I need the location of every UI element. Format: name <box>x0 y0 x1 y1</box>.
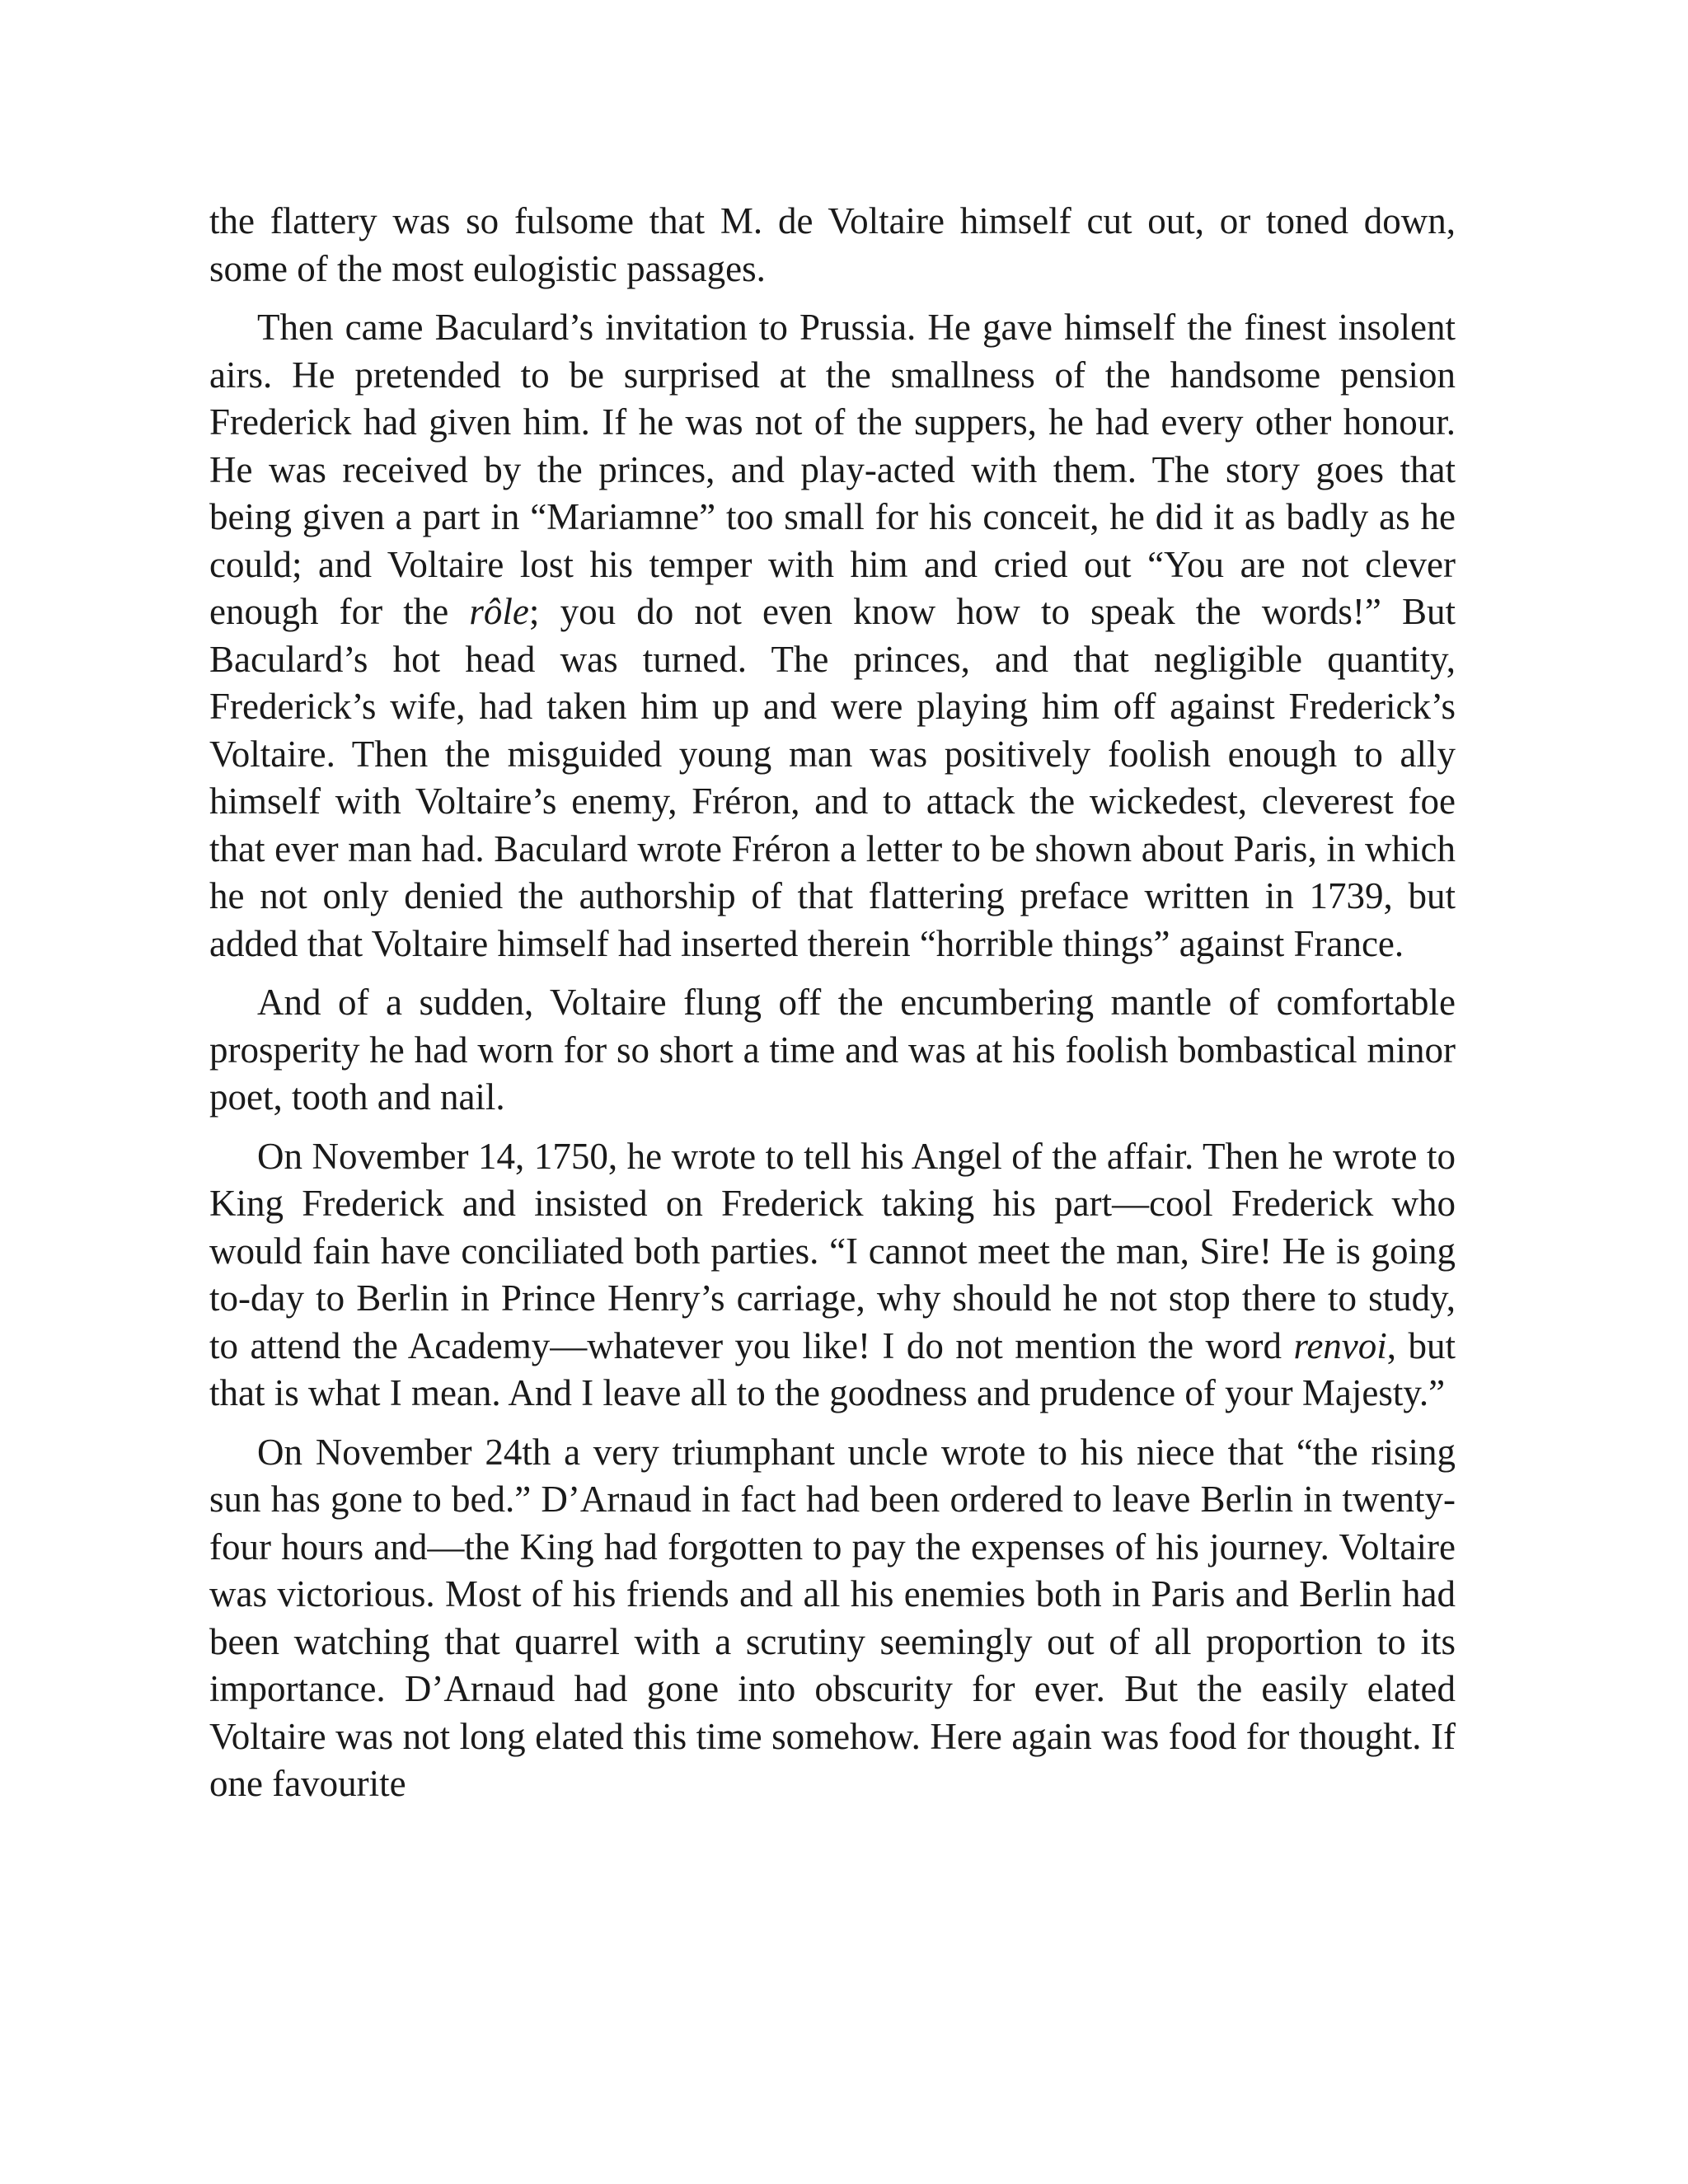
paragraph-text: And of a sudden, Voltaire flung off the encumbering mantle of comfortable prosperity he had worn for so short a time and was at his foolish bombastical minor poet, tooth and nail. <box>209 982 1456 1118</box>
italic-term: rôle <box>469 591 529 632</box>
page-body <box>209 198 1456 1808</box>
paragraph-text: On November 14, 1750, he wrote to tell his Angel of the affair. Then he wrote to King Frederick and insisted on Frederick taking his part—cool Frederick who would fain have conciliated both parties. “I cannot meet the man, Sire! He is going to-day to Berlin in Prince Henry’s carriage, why should he not stop there to study, to attend the Academy—whatever you like! I do not mention the word <box>209 1135 1456 1366</box>
paragraph-text: On November 24th a very triumphant uncle wrote to his niece that “the rising sun has gone to bed.” D’Arnaud in fact had been ordered to leave Berlin in twenty-four hours and—the King had forgotten to pay the expenses of his journey. Voltaire was victorious. Most of his friends and all his enemies both in Paris and Berlin had been watching that quarrel with a scrutiny seemingly out of all proportion to its importance. D’Arnaud had gone into obscurity for ever. But the easily elated Voltaire was not long elated this time somehow. Here again was food for thought. If one favourite <box>209 1431 1456 1804</box>
paragraph <box>209 979 1456 1122</box>
paragraph-text: the flattery was so fulsome that M. de Voltaire himself cut out, or toned down, some of the most eulogistic passages. <box>209 200 1456 289</box>
paragraph-text: ; you do not even know how to speak the words!” But Baculard’s hot head was turned. The princes, and that negligible quantity, Frederick’s wife, had taken him up and were playing him off against Frederick’s Voltaire. Then the misguided young man was positively foolish enough to ally himself with Voltaire’s enemy, Fréron, and to attack the wickedest, cleverest foe that ever man had. Baculard wrote Fréron a letter to be shown about Paris, in which he not only denied the authorship of that flattering preface written in 1739, but added that Voltaire himself had inserted therein “horrible things” against France. <box>209 591 1456 964</box>
paragraph <box>209 304 1456 968</box>
paragraph <box>209 198 1456 293</box>
italic-term: renvoi <box>1293 1324 1387 1366</box>
paragraph-text: Then came Baculard’s invitation to Prussia. He gave himself the finest insolent airs. He pretended to be surprised at the smallness of the handsome pension Frederick had given him. If he was not of the suppers, he had every other honour. He was received by the princes, and play-acted with them. The story goes that being given a part in “Mariamne” too small for his conceit, he did it as badly as he could; and Voltaire lost his temper with him and cried out “You are not clever enough for the <box>209 307 1456 632</box>
paragraph-text: , but that is what I mean. And I leave all to the goodness and prudence of your Majesty.” <box>209 1324 1456 1413</box>
paragraph <box>209 1429 1456 1808</box>
paragraph <box>209 1133 1456 1418</box>
